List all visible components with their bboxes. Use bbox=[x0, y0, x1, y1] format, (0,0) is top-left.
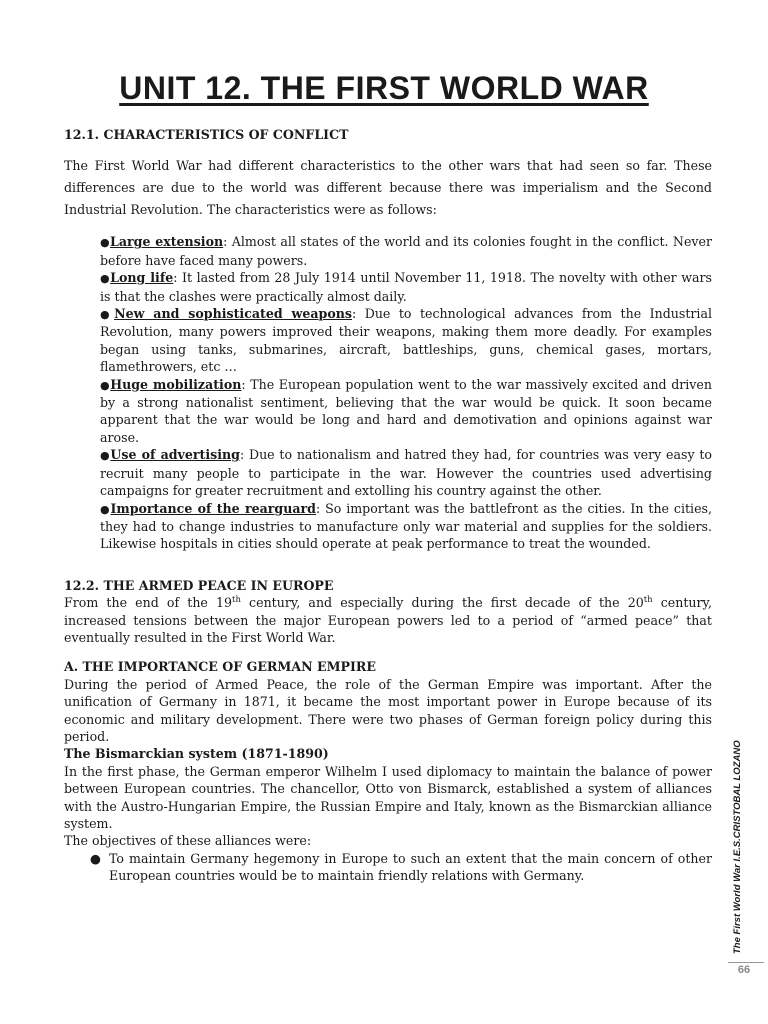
subheading-bismarckian-system: The Bismarckian system (1871-1890) bbox=[64, 746, 329, 762]
bullet-icon: ● bbox=[100, 502, 111, 516]
term-label: New and sophisticated weapons bbox=[114, 306, 352, 322]
objectives-list bbox=[64, 850, 712, 885]
item-text: The European population went to the war massively excited and driven by a strong nationalist sentiment, believing that the war would be quick. It soon became apparent that the war would be long and hard and demotivation and opinions against war arose. bbox=[100, 376, 712, 445]
item-text: Almost all states of the world and its colonies fought in the conflict. Never before have faced many powers. bbox=[100, 234, 712, 268]
bullet-icon: ● bbox=[100, 378, 111, 392]
bismarckian-paragraph: In the first phase, the German emperor Wilhelm I used diplomacy to maintain the balance of power between European countries. The chancellor, Otto von Bismarck, established a system of alliances with the Austro-Hungarian Empire, the Russian Empire and Italy, known as the Bismarckian alliance system. bbox=[64, 763, 712, 831]
list-item: ●New and sophisticated weapons: Due to technological advances from the Industrial Revolution, many powers improved their weapons, making them more deadly. For examples began using tanks, submarines, aircraft, battleships, guns, chemical gases, mortars, flamethrowers, etc … bbox=[100, 306, 712, 375]
list-item: ●Use of advertising: Due to nationalism and hatred they had, for countries was very easy to recruit many people to participate in the war. However the countries used advertising campaigns for greater recruitment and extolling his country against the other. bbox=[100, 447, 712, 499]
bullet-icon: ● bbox=[100, 236, 110, 250]
list-item: ●Large extension: Almost all states of the world and its colonies fought in the conflict. Never before have faced many powers. bbox=[100, 234, 712, 268]
list-item: ●Long life: It lasted from 28 July 1914 until November 11, 1918. The novelty with other wars is that the clashes were practically almost daily. bbox=[100, 270, 712, 304]
objectives-intro: The objectives of these alliances were: bbox=[64, 833, 312, 849]
bullet-icon: ● bbox=[100, 272, 111, 286]
term-label: Large extension bbox=[109, 234, 224, 250]
page-title: UNIT 12. THE FIRST WORLD WAR bbox=[119, 70, 649, 106]
term-label: Importance of the rearguard bbox=[110, 500, 316, 516]
page-number: 66 bbox=[737, 964, 751, 976]
list-item bbox=[90, 850, 712, 885]
bullet-icon: ● bbox=[90, 850, 101, 866]
bullet-icon: ● bbox=[100, 308, 115, 322]
side-footer-label: The First World War I.E.S.CRISTOBAL LOZANO bbox=[732, 740, 743, 954]
item-text: It lasted from 28 July 1914 until November 11, 1918. The novelty with other wars is that the clashes were practically almost daily. bbox=[100, 270, 712, 304]
intro-paragraph: The First World War had different characteristics to the other wars that had seen so far. These differences are due to the world was different because there was imperialism and the Second Industrial Revolution. The characteristics were as follows: bbox=[64, 158, 712, 218]
characteristics-list bbox=[64, 233, 712, 552]
section-heading-german-empire: A. THE IMPORTANCE OF GERMAN EMPIRE bbox=[64, 659, 376, 675]
armed-peace-paragraph: From the end of the 19th century, and especially during the first decade of the 20th century, increased tensions between the major European powers led to a period of “armed peace” that eventually resulted in the First World War. bbox=[64, 594, 712, 645]
section-heading-armed-peace: 12.2. THE ARMED PEACE IN EUROPE bbox=[64, 577, 334, 593]
item-text: So important was the battlefront as the cities. In the cities, they had to change industries to manufacture only war material and supplies for the soldiers. Likewise hospitals in cities should operate at peak performance to treat the wounded. bbox=[100, 500, 712, 552]
list-item: ●Importance of the rearguard: So important was the battlefront as the cities. In the cities, they had to change industries to manufacture only war material and supplies for the soldiers. Likewise hospitals in cities should operate at peak performance to treat the wounded. bbox=[100, 500, 712, 552]
item-text: To maintain Germany hegemony in Europe to such an extent that the main concern of other European countries would be to maintain friendly relations with Germany. bbox=[109, 850, 712, 884]
section-heading-characteristics: 12.1. CHARACTERISTICS OF CONFLICT bbox=[64, 127, 349, 142]
bullet-icon: ● bbox=[100, 449, 111, 463]
term-label: Use of advertising bbox=[110, 447, 240, 463]
document-body bbox=[64, 126, 712, 885]
list-item: ●Huge mobilization: The European population went to the war massively excited and driven by a strong nationalist sentiment, believing that the war would be quick. It soon became apparent that the war would be long and hard and demotivation and opinions against war arose. bbox=[100, 376, 712, 445]
term-label: Long life bbox=[110, 270, 174, 286]
term-label: Huge mobilization bbox=[110, 376, 242, 392]
item-text: Due to technological advances from the Industrial Revolution, many powers improved their weapons, making them more deadly. For examples began using tanks, submarines, aircraft, battleships, guns, chemical gases, mortars, flamethrowers, etc … bbox=[100, 306, 712, 375]
item-text: Due to nationalism and hatred they had, for countries was very easy to recruit many people to participate in the war. However the countries used advertising campaigns for greater recruitment and extolling his country against the other. bbox=[100, 447, 712, 499]
footer-divider bbox=[728, 962, 764, 963]
german-empire-paragraph: During the period of Armed Peace, the role of the German Empire was important. After the unification of Germany in 1871, it became the most important power in Europe because of its economic and military development. There were two phases of German foreign policy during this period. bbox=[64, 676, 712, 744]
